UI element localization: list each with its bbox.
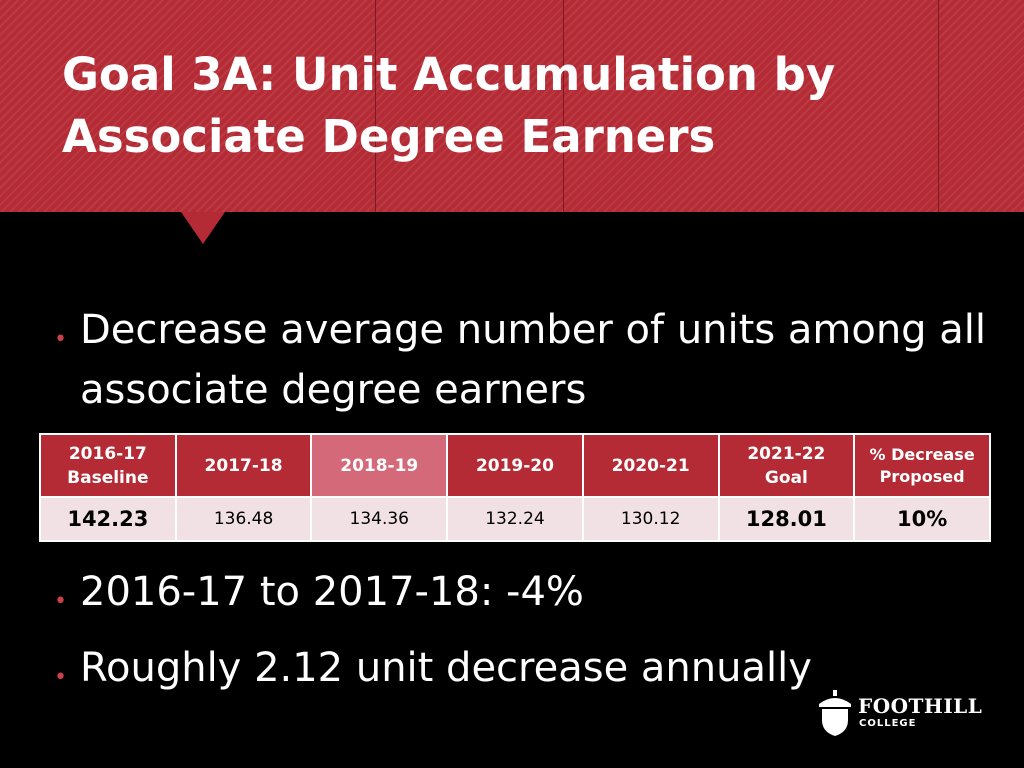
banner-pointer	[181, 212, 225, 244]
bullet-text: 2016-17 to 2017-18: -4%	[80, 569, 584, 615]
acorn-icon	[816, 690, 854, 736]
logo-name: FOOTHILL	[858, 694, 983, 718]
col-header-decrease	[854, 434, 990, 497]
logo-sub: COLLEGE	[859, 718, 917, 729]
cell-2020-21: 130.12	[583, 497, 719, 541]
header-line: 2018-19	[340, 455, 419, 476]
header-line: 2021-22	[747, 443, 826, 464]
foothill-logo	[816, 690, 988, 738]
bullet-icon: •	[54, 589, 67, 614]
bullet-text: Roughly 2.12 unit decrease annually	[80, 645, 812, 691]
cell-2018-19: 134.36	[311, 497, 447, 541]
header-line: Goal	[764, 467, 808, 488]
header-line: Baseline	[67, 467, 149, 488]
col-header-2017-18	[176, 434, 312, 497]
header-line: 2017-18	[204, 455, 283, 476]
slide-title: Goal 3A: Unit Accumulation by Associate Degree Earners	[62, 48, 836, 163]
header-line: 2019-20	[475, 455, 554, 476]
table-header-row	[40, 434, 990, 497]
col-header-baseline	[40, 434, 176, 497]
cell-2017-18: 136.48	[176, 497, 312, 541]
cell-2019-20: 132.24	[447, 497, 583, 541]
col-header-2020-21	[583, 434, 719, 497]
bullet-text: Decrease average number of units among all associate degree earners	[80, 307, 987, 413]
units-table	[39, 433, 991, 542]
col-header-2018-19	[311, 434, 447, 497]
cell-baseline: 142.23	[40, 497, 176, 541]
cell-goal: 128.01	[719, 497, 855, 541]
header-line: 2020-21	[611, 455, 690, 476]
bullet-icon: •	[54, 327, 67, 352]
cell-decrease: 10%	[854, 497, 990, 541]
header-line: Proposed	[879, 466, 965, 486]
table-row	[40, 497, 990, 541]
col-header-2019-20	[447, 434, 583, 497]
bullet-icon: •	[54, 665, 67, 690]
header-line: % Decrease	[869, 444, 975, 464]
col-header-goal	[719, 434, 855, 497]
header-line: 2016-17	[68, 443, 147, 464]
